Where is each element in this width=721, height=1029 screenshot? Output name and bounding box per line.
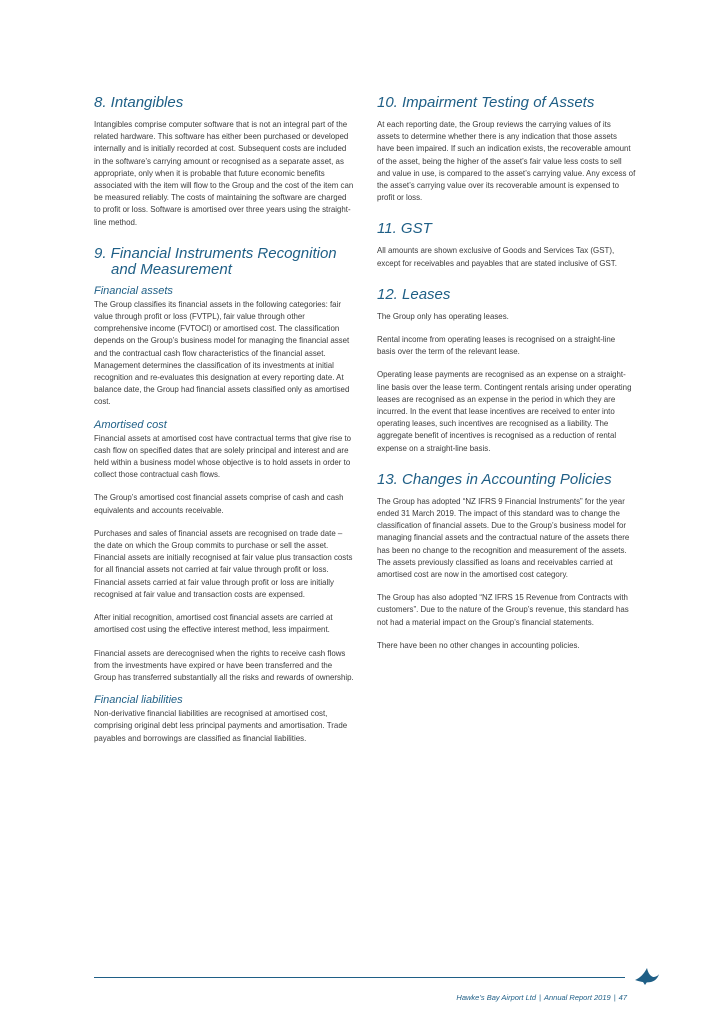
changes-paragraph-2: The Group has also adopted “NZ IFRS 15 Revenue from Contracts with customers”. Due to the nature of the Group’s revenue, this standard has not had a material impact on the Group’s financial statements. <box>377 592 629 627</box>
footer-report-title: Annual Report 2019 <box>543 993 611 1002</box>
amortised-paragraph-4: After initial recognition, amortised cost financial assets are carried at amortised cost using the effective interest method, less impairment. <box>94 612 333 635</box>
amortised-paragraph-5: Financial assets are derecognised when the rights to receive cash flows from the investments have expired or have been transferred and the Group has transferred substantially all the risks and rewards of ownership. <box>94 647 354 682</box>
changes-paragraph-3: There have been no other changes in accounting policies. <box>377 639 580 650</box>
financial-liabilities-subheading: Financial liabilities <box>94 694 183 707</box>
changes-paragraph-1: The Group has adopted “NZ IFRS 9 Financial Instruments” for the year ended 31 March 2019. The impact of this standard was to change the classification of financial assets. Due to the Group’s business model for managing financial assets and the contractual nature of the assets there has been no change to the recognition and measurement of the assets. The assets previously classified as loans and receivables carried at amortised cost are now in the amortised cost category. <box>377 495 630 580</box>
gst-paragraph: All amounts are shown exclusive of Goods and Services Tax (GST), except for receivables and payables that are stated inclusive of GST. <box>377 245 617 268</box>
section-10-heading: 10. Impairment Testing of Assets <box>377 94 595 111</box>
financial-liabilities-paragraph: Non-derivative financial liabilities are recognised at amortised cost, comprising original debt less principal payments and amortisation. Trade payables and borrowings are classified as financial liabilities. <box>94 708 348 743</box>
section-9-heading-line1: 9. Financial Instruments Recognition <box>94 244 337 262</box>
right-column <box>377 95 637 662</box>
section-9-heading <box>94 246 356 278</box>
bird-logo-icon <box>634 962 660 986</box>
page-footer <box>400 993 627 1002</box>
left-column <box>94 95 356 755</box>
amortised-cost-subheading: Amortised cost <box>94 418 167 431</box>
footer-separator: | <box>539 993 541 1002</box>
page-number: 47 <box>618 993 627 1002</box>
amortised-paragraph-3: Purchases and sales of financial assets are recognised on trade date – the date on which the Group commits to purchase or sell the asset. Financial assets are initially recognised at fair value plus transaction costs for all financial assets not carried at fair value through profit or loss. Financial assets carried at fair value through profit or loss are initially recognised at fair value and transaction costs are expensed. <box>94 527 353 599</box>
section-9-heading-line2: and Measurement <box>111 260 232 278</box>
footer-separator-2: | <box>613 993 616 1002</box>
section-13-heading: 13. Changes in Accounting Policies <box>377 470 612 488</box>
section-12-heading: 12. Leases <box>377 285 451 303</box>
financial-assets-subheading: Financial assets <box>94 284 173 297</box>
footer-divider <box>94 977 625 978</box>
leases-paragraph-1: The Group only has operating leases. <box>377 310 509 321</box>
amortised-paragraph-1: Financial assets at amortised cost have contractual terms that give rise to cash flow on specified dates that are solely principal and interest and are held within a business model whose objective is to hold assets in order to collect those contractual cash flows. <box>94 432 352 480</box>
financial-assets-paragraph: The Group classifies its financial assets in the following categories: fair value through profit or loss (FVTPL), fair value through other comprehensive income (FVTOCI) or amortised cost. The classification depends on the Group’s business model for managing the financial asset and the contractual cash flow characteristics of the financial asset. Management determines the classification of its investments at initial recognition and re-evaluates this designation at every reporting date. At balance date, the Group had financial assets classified only as amortised cost. <box>94 298 350 407</box>
footer-company: Hawke’s Bay Airport Ltd <box>456 993 537 1002</box>
impairment-paragraph: At each reporting date, the Group reviews the carrying values of its assets to determine whether there is any indication that those assets have been impaired. If such an indication exists, the recoverable amount of the asset, being the higher of the asset’s fair value less costs to sell and value in use, is compared to the asset’s carrying value. Any excess of the asset’s carrying value over its recoverable amount is expensed to profit or loss. <box>377 119 636 203</box>
leases-paragraph-2: Rental income from operating leases is recognised on a straight-line basis over the term of the relevant lease. <box>377 334 616 357</box>
leases-paragraph-3: Operating lease payments are recognised as an expense on a straight-line basis over the lease term. Contingent rentals arising under operating leases are recognised as an expense in the period in which they are incurred. In the event that lease incentives are received to enter into operating leases, such incentives are recognised as a liability. The aggregate benefit of incentives is recognised as a reduction of rental expense on a straight-line basis. <box>377 369 632 453</box>
section-11-heading: 11. GST <box>377 220 432 238</box>
section-8-heading: 8. Intangibles <box>94 94 184 111</box>
amortised-paragraph-2: The Group’s amortised cost financial assets comprise of cash and cash equivalents and accounts receivable. <box>94 492 344 515</box>
intangibles-paragraph: Intangibles comprise computer software that is not an integral part of the related hardware. This software has either been purchased or developed internally and is initially recorded at cost. Subsequent costs are included in the software’s carrying amount or recognised as a separate asset, as appropriate, only when it is probable that future economic benefits associated with the item will flow to the Group and the cost of the item can be measured reliably. The costs of maintaining the software are charged to profit or loss. Software is amortised over three years using the straight-line method. <box>94 119 354 227</box>
